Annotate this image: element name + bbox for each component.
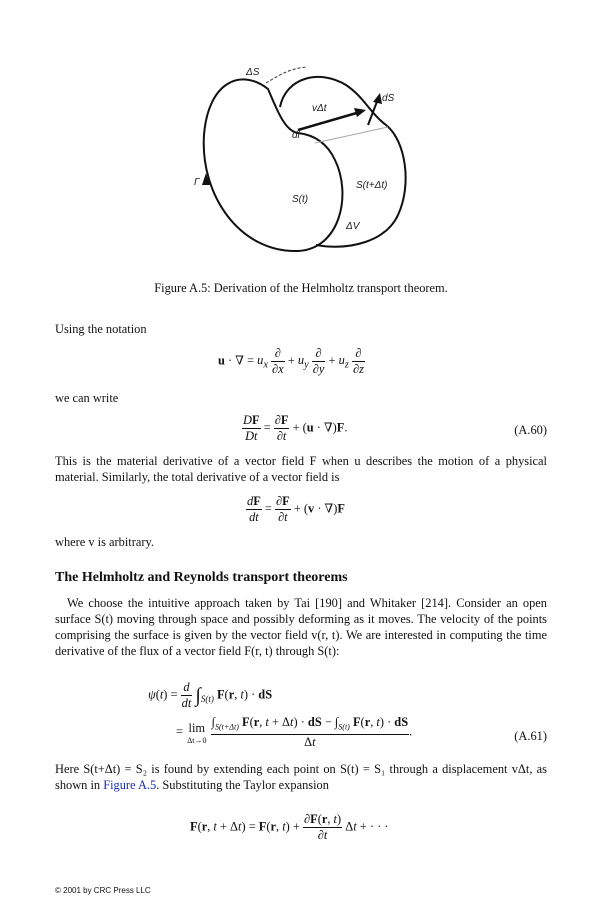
paragraph-taylor-intro [55,761,547,793]
equation-a61-number: (A.61) [514,729,547,743]
equation-a61-line2: = lim Δt→0 $\frac{\int_{S(t+\Delta t)} F(r, t + \Delta t) \cdot dS - \int_{S(t)} F(r, t) \cdot dS}{\Delta t}$ . [176,715,413,750]
equation-a60-number: (A.60) [514,423,547,437]
figure-caption: Figure A.5: Derivation of the Helmholtz transport theorem. [154,281,448,295]
paragraph-helmholtz-intro: We choose the intuitive approach taken by Tai [190] and Whitaker [214]. Consider an open surface S(t) moving through space and possibly deforming as it moves. The velocity of the points comprising the surface is given by the vector field v(r, t). We are interested in computing the time derivative of the flux of a vector field F(r, t) through S(t): [55,596,547,658]
figure-a5-link[interactable]: Figure A.5 [103,778,157,792]
text-using-notation: Using the notation [55,322,147,336]
label-delta-v: ΔV [346,221,360,232]
label-delta-s: ΔS [246,67,260,78]
paragraph-material-derivative: This is the material derivative of a vector field F when u describes the motion of a physical material. Similarly, the total derivative of a vector field is [55,454,547,484]
label-dl: dl [292,130,300,141]
v-dt-arrowhead [354,108,366,117]
paragraph-taylor-intro-part1: Here S(t+Δt) = S₂ is found by extending each point on S(t) = S₁ through a displacement vΔt, as shown in [55,762,547,792]
label-s-t: S(t) [292,194,309,205]
ds-arrow [368,99,378,125]
equation-u-dot-nabla: u · ∇ = $u_x$ $\frac{\partial}{\partial x}$ + $u_y$ $\frac{\partial}{\partial y}$ + $u_z$ $\frac{\partial}{\partial z}$ [218,346,364,376]
figure-a5-diagram [180,55,430,265]
v-dt-arrow [298,112,360,130]
label-s-t-dt: S(t+Δt) [356,180,388,191]
equation-a61-line1: ψ(t) = $\frac{d}{dt}$ $\int_{S(t)}$ F(r, t) · dS [148,680,273,710]
label-ds: dS [382,93,395,104]
text-where-v-arbitrary: where v is arbitrary. [55,535,154,549]
equation-total-derivative: $\frac{dF}{dt}$ = $\frac{\partial F}{\partial t}$ + (v · ∇)F [247,494,345,524]
label-gamma: Γ [194,177,200,188]
label-v-dt: vΔt [312,103,327,114]
ds-arrowhead [373,93,382,104]
section-title: The Helmholtz and Reynolds transport theorems [55,570,348,585]
text-we-can-write: we can write [55,391,119,405]
paragraph-taylor-intro-part2: . Substituting the Taylor expansion [156,778,329,792]
copyright-footer: © 2001 by CRC Press LLC [55,886,151,895]
dl-connecting-line [315,127,388,143]
equation-taylor-expansion: F(r, t + Δt) = F(r, t) + $\frac{\partial F(r, t)}{\partial t}$ Δt + · · · [190,812,389,842]
equation-a60: $\frac{DF}{Dt}$ = $\frac{\partial F}{\partial t}$ + (u · ∇)F. [243,413,348,443]
